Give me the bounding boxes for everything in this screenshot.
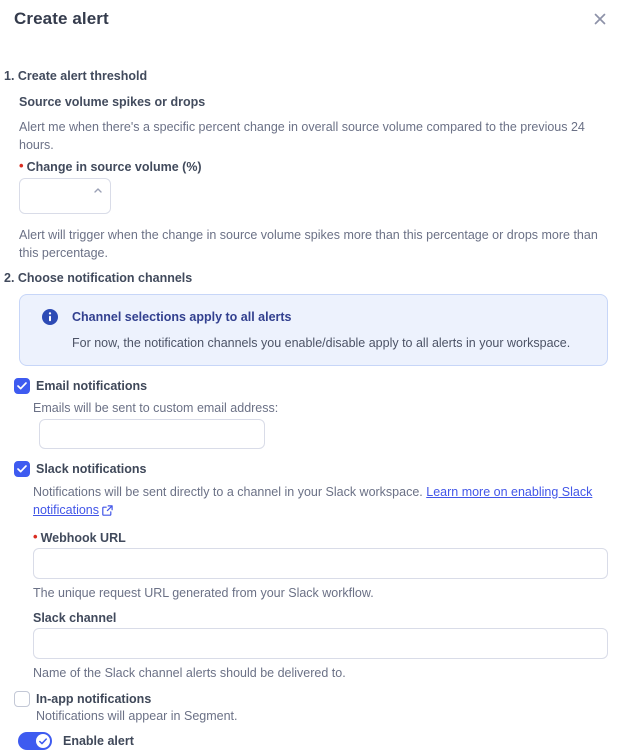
- threshold-subheading: Source volume spikes or drops: [19, 95, 206, 109]
- enable-alert-toggle[interactable]: [18, 732, 52, 750]
- threshold-description: Alert me when there's a specific percent change in overall source volume compared to the previous 24 hours.: [19, 120, 585, 152]
- email-channel: [14, 378, 608, 449]
- required-marker: •: [33, 529, 38, 544]
- slack-channel-label: [33, 611, 608, 625]
- info-icon: [42, 309, 58, 351]
- inapp-notifications-label: In-app notifications: [36, 692, 152, 706]
- email-notifications-row[interactable]: [14, 378, 608, 394]
- info-banner: [19, 294, 608, 366]
- slack-learn-more-link[interactable]: Learn more on enabling Slack notifications: [33, 485, 593, 517]
- slack-notifications-row[interactable]: [14, 461, 608, 477]
- modal-header: [4, 8, 608, 30]
- inapp-notifications-row[interactable]: [14, 691, 608, 707]
- email-sub-label: Emails will be sent to custom email address:: [33, 401, 279, 415]
- banner-title: Channel selections apply to all alerts: [72, 310, 292, 324]
- channels-section: [4, 270, 608, 750]
- slack-description: [33, 483, 608, 519]
- channels-section-heading: 2. Choose notification channels: [4, 271, 193, 285]
- enable-alert-label: Enable alert: [63, 734, 134, 748]
- custom-email-input[interactable]: [39, 419, 265, 449]
- webhook-url-label-text: Webhook URL: [40, 531, 126, 545]
- webhook-url-input[interactable]: [33, 548, 608, 579]
- change-volume-stepper: [19, 178, 111, 214]
- toggle-knob-check-icon: [36, 734, 50, 748]
- slack-description-text: Notifications will be sent directly to a channel in your Slack workspace.: [33, 485, 423, 499]
- slack-notifications-checkbox[interactable]: [14, 461, 30, 477]
- email-notifications-label: Email notifications: [36, 379, 148, 393]
- change-volume-input[interactable]: [20, 179, 110, 213]
- external-link-icon[interactable]: [102, 505, 113, 516]
- slack-channel-help: Name of the Slack channel alerts should be delivered to.: [33, 666, 346, 680]
- inapp-description: Notifications will appear in Segment.: [36, 709, 238, 723]
- slack-channel: [14, 461, 608, 681]
- change-volume-label: [19, 160, 608, 174]
- slack-channel-input[interactable]: [33, 628, 608, 659]
- required-marker: •: [19, 158, 24, 173]
- page-title: Create alert: [14, 9, 109, 28]
- close-icon[interactable]: [594, 13, 606, 25]
- webhook-url-label: [33, 531, 608, 545]
- slack-notifications-label: Slack notifications: [36, 462, 147, 476]
- inapp-notifications-checkbox[interactable]: [14, 691, 30, 707]
- threshold-section-heading: 1. Create alert threshold: [4, 69, 148, 83]
- inapp-channel: [14, 691, 608, 724]
- slack-channel-label-text: Slack channel: [33, 611, 117, 625]
- webhook-url-help: The unique request URL generated from your Slack workflow.: [33, 586, 374, 600]
- threshold-help-text: Alert will trigger when the change in source volume spikes more than this percentage or drops more than this percentage.: [19, 228, 598, 260]
- banner-body: For now, the notification channels you enable/disable apply to all alerts in your workspace.: [72, 336, 571, 350]
- chevron-up-icon[interactable]: [94, 188, 102, 193]
- enable-alert-row: [18, 732, 608, 750]
- change-volume-label-text: Change in source volume (%): [26, 160, 202, 174]
- threshold-section: [4, 68, 608, 262]
- email-notifications-checkbox[interactable]: [14, 378, 30, 394]
